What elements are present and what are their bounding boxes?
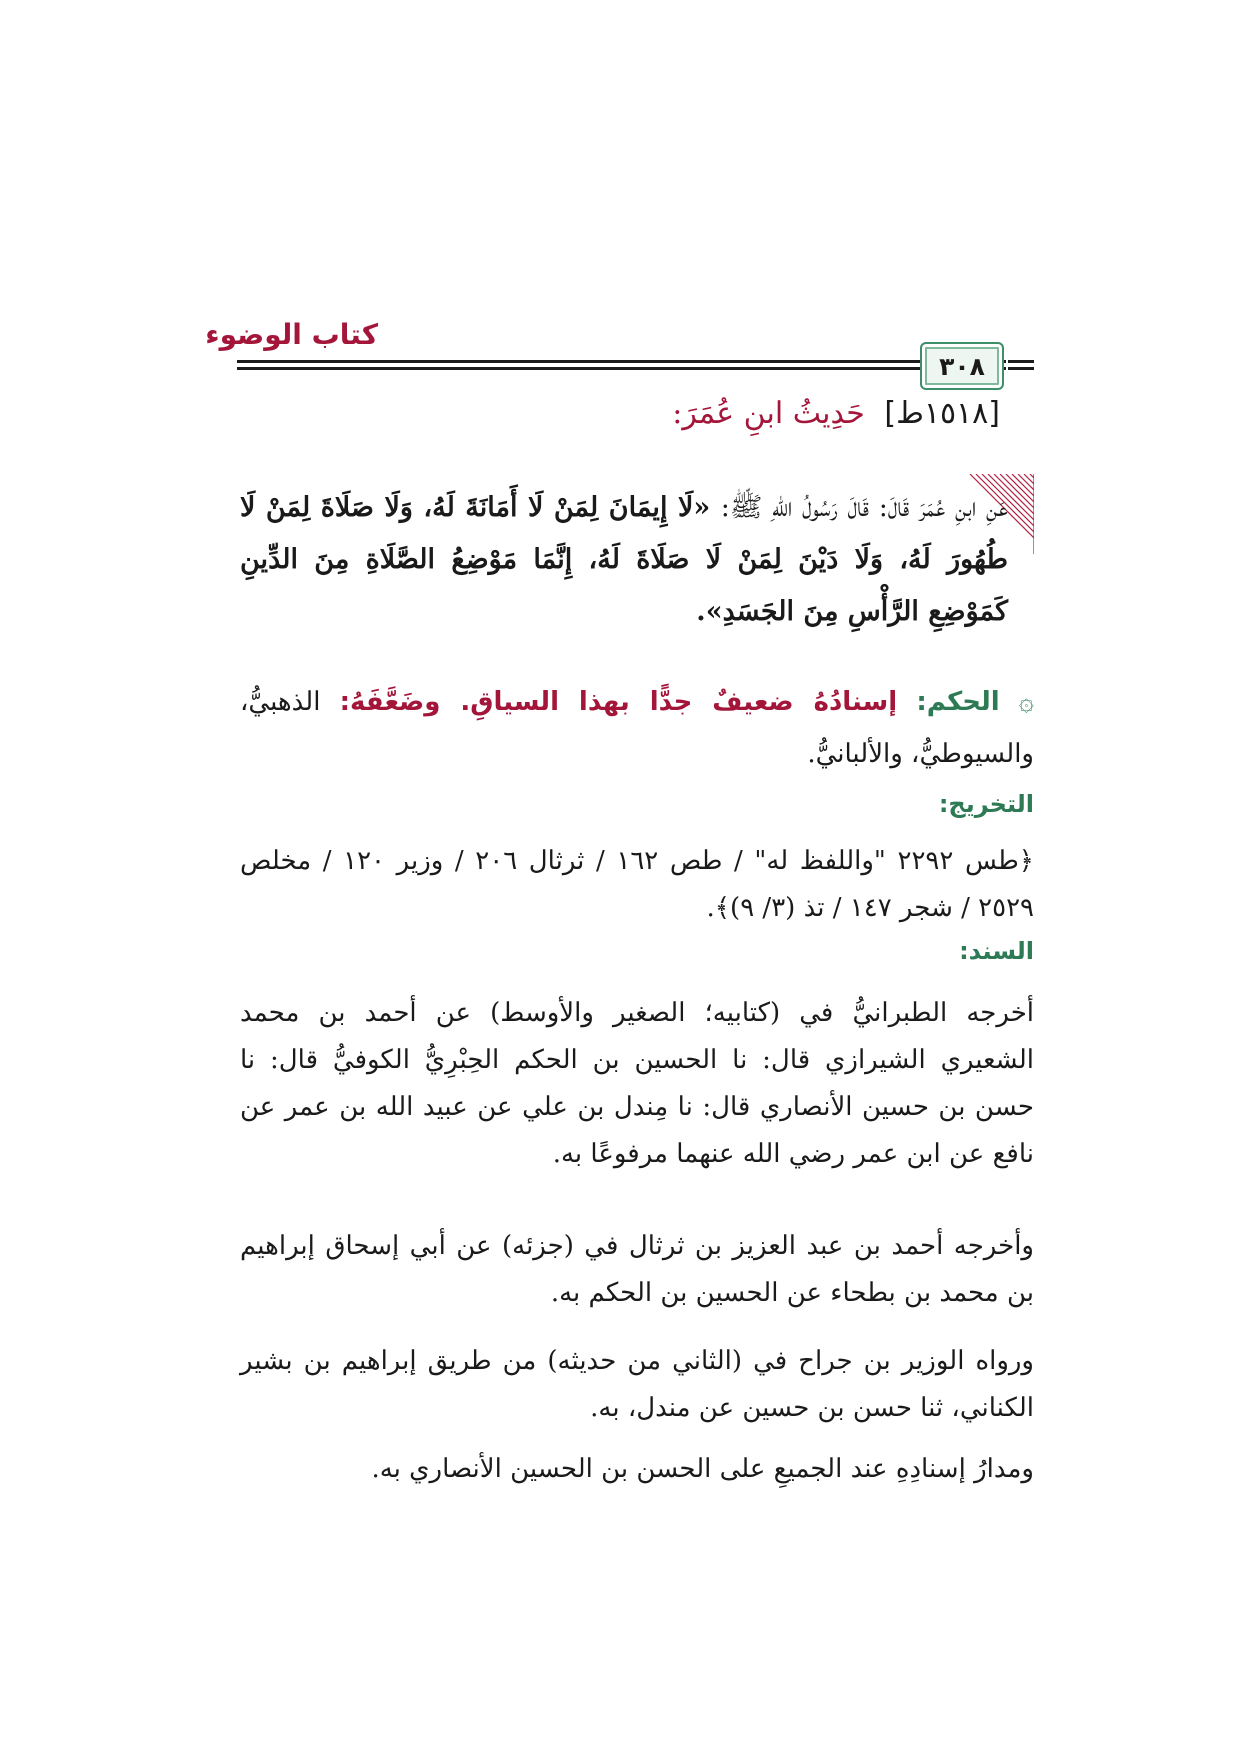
sanad-label: السند: bbox=[959, 937, 1034, 965]
header-rule-stub-top bbox=[1008, 360, 1034, 363]
sanad-paragraph: ورواه الوزير بن جراح في (الثاني من حديثه) من طريق إبراهيم بن بشير الكناني، ثنا حسن بن حسين عن مندل، به. bbox=[240, 1346, 1034, 1423]
ruling-verdict: إسنادُهُ ضعيفٌ جدًّا بهذا السياقِ. وضَعَّفَهُ: bbox=[339, 687, 898, 717]
page-number: ٣٠٨ bbox=[939, 351, 985, 381]
hadith-heading bbox=[672, 396, 1000, 431]
ruling-block bbox=[240, 676, 1034, 780]
sanad-paragraph: أخرجه الطبرانيُّ في (كتابيه؛ الصغير والأوسط) عن أحمد بن محمد الشعيري الشيرازي قال: نا الحسين بن الحكم الحِبْرِيُّ الكوفيُّ قال: نا حسن بن حسين الأنصاري قال: نا مِندل بن علي عن عبيد الله بن عمر عن نافع عن ابن عمر رضي الله عنهما مرفوعًا به. bbox=[240, 998, 1034, 1169]
sanad-paragraph: ومدارُ إسنادِهِ عند الجميعِ على الحسن بن الحسين الأنصاري به. bbox=[371, 1454, 1034, 1484]
header-rule-stub-bottom bbox=[1008, 367, 1034, 370]
takhrij-text: ﴿طس ٢٢٩٢ "واللفظ له" / طص ١٦٢ / ثرثال ٢٠٦ / وزير ١٢٠ / مخلص ٢٥٢٩ / شجر ١٤٧ / تذ (٣/ ٩)﴾. bbox=[240, 846, 1035, 923]
sanad-paragraph: وأخرجه أحمد بن عبد العزيز بن ثرثال في (جزئه) عن أبي إسحاق إبراهيم بن محمد بن بطحاء عن الحسين بن الحكم به. bbox=[240, 1231, 1034, 1308]
takhrij-label: التخريج: bbox=[938, 790, 1034, 818]
hadith-text-block bbox=[240, 482, 1008, 638]
header-rule-top bbox=[237, 360, 1006, 363]
page-number-badge bbox=[920, 342, 1004, 390]
hadith-intro: عَنِ ابنِ عُمَرَ قَالَ: قَالَ رَسُولُ اللهِ ﷺ: bbox=[720, 492, 1008, 523]
ruling-label: الحكم: bbox=[916, 687, 1000, 717]
flower-ornament-icon: ۞ bbox=[1018, 687, 1035, 717]
hadith-title: حَدِيثُ ابنِ عُمَرَ: bbox=[672, 396, 865, 431]
book-title: كتاب الوضوء bbox=[205, 318, 378, 351]
ruling-scholars: الذهبيُّ، والسيوطيُّ، والألبانيُّ. bbox=[240, 687, 1034, 769]
header-rule-bottom bbox=[237, 367, 1006, 370]
hadith-body: «لَا إِيمَانَ لِمَنْ لَا أَمَانَةَ لَهُ، وَلَا صَلَاةَ لِمَنْ لَا طُهُورَ لَهُ، وَلَا دَيْنَ لِمَنْ لَا صَلَاةَ لَهُ، إِنَّمَا مَوْضِعُ الصَّلَاةِ مِنَ الدِّينِ كَمَوْضِعِ الرَّأْسِ مِنَ الجَسَدِ». bbox=[240, 492, 1008, 627]
hadith-number: [١٥١٨ط] bbox=[884, 396, 1000, 431]
